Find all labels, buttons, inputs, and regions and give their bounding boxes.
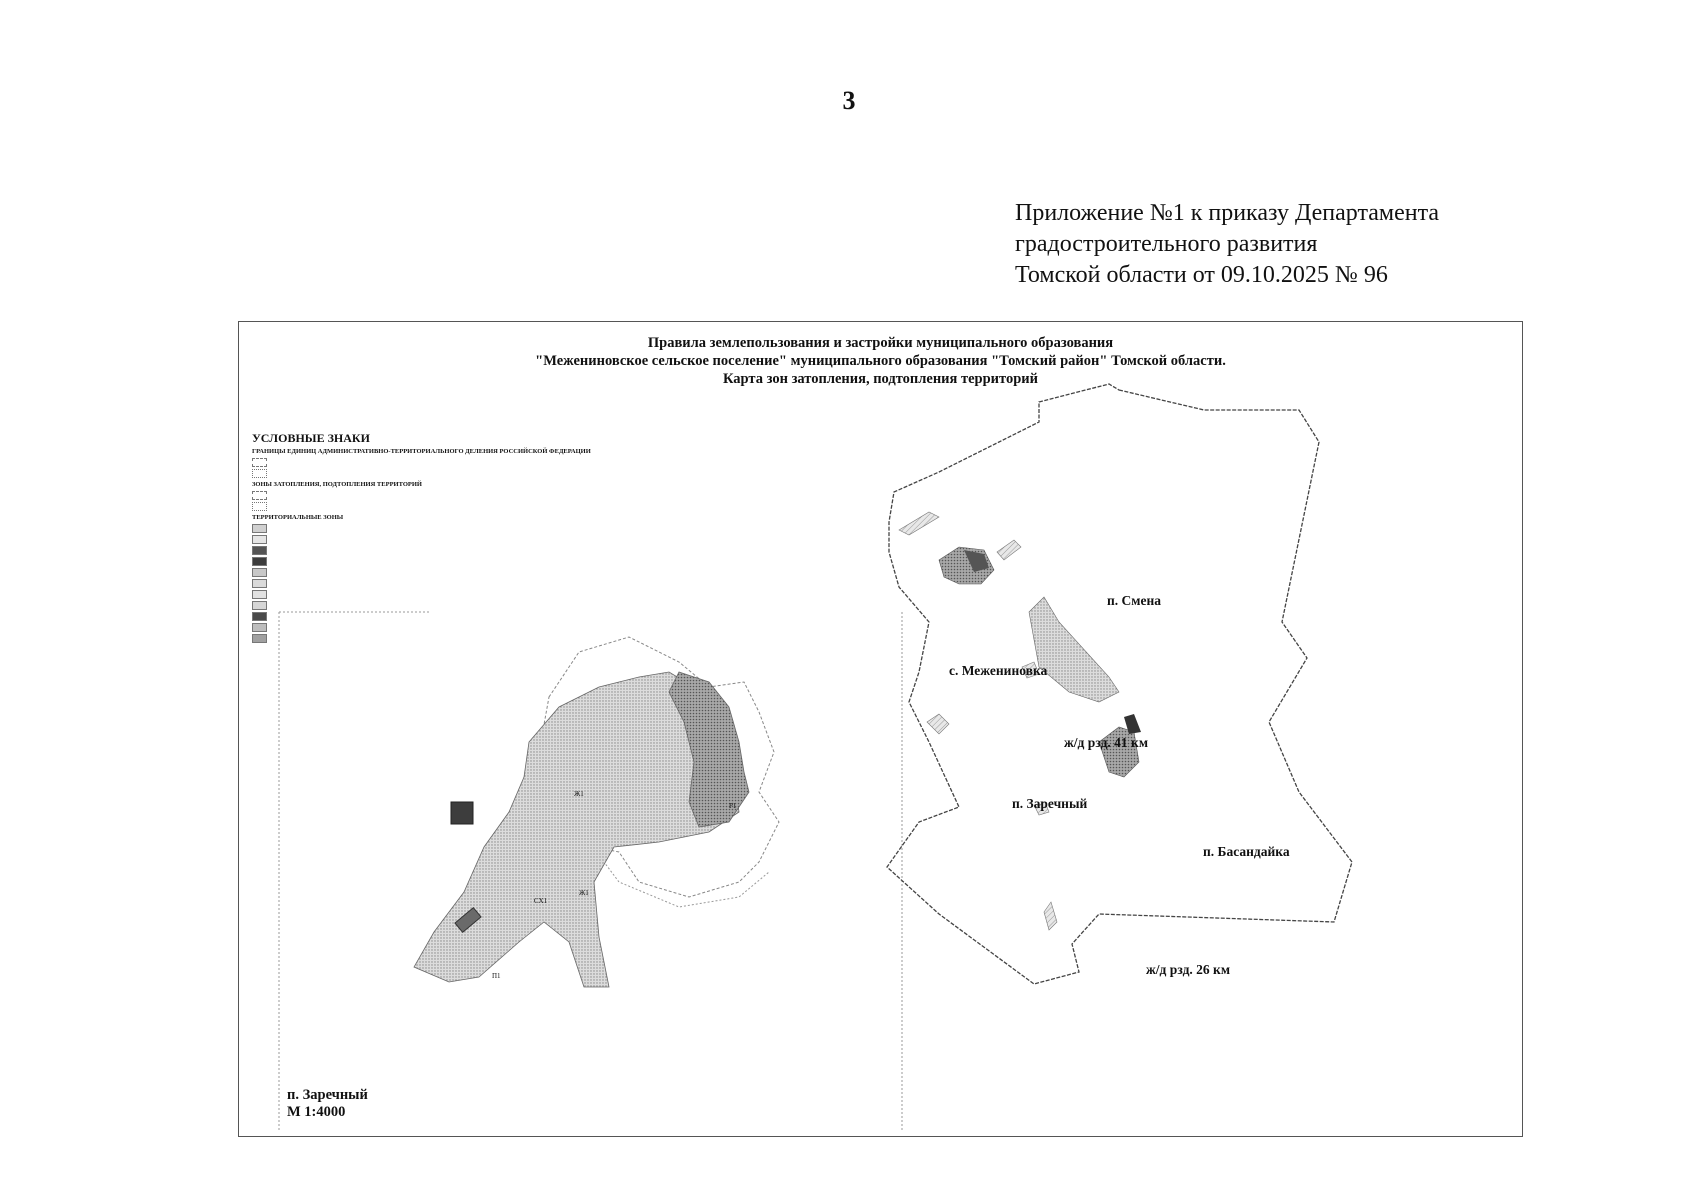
inset-zone-label: Ж1 <box>579 889 589 897</box>
inset-map <box>414 637 779 987</box>
legend-item <box>252 457 732 467</box>
page-number: 3 <box>842 86 856 115</box>
inset-zone-label: Ж1 <box>574 790 584 798</box>
legend-item <box>252 545 732 555</box>
settlement-boundary <box>887 384 1352 984</box>
patch-41km-field <box>1029 597 1119 702</box>
legend-item <box>252 567 732 577</box>
legend-item <box>252 633 732 643</box>
legend-section-flood: ЗОНЫ ЗАТОПЛЕНИЯ, ПОДТОПЛЕНИЯ ТЕРРИТОРИЙ <box>252 481 422 488</box>
patch-zarechny <box>927 714 949 734</box>
inset-place-name: п. Заречный <box>287 1087 368 1103</box>
dark-zone-parcel <box>451 802 473 824</box>
inset-zone-label: Р1 <box>729 802 737 810</box>
appendix-line-1: Приложение №1 к приказу Департамента <box>1015 200 1440 226</box>
legend-section-zones: ТЕРРИТОРИАЛЬНЫЕ ЗОНЫ <box>252 514 344 521</box>
map-title-line-1: Правила землепользования и застройки муниципального образования <box>647 335 1114 351</box>
place-label-basandayka: п. Басандайка <box>1203 844 1290 859</box>
main-map <box>887 384 1352 984</box>
patch-smena-east <box>997 540 1021 560</box>
map-title <box>239 334 1522 388</box>
inset-zone-label: СХ1 <box>534 897 548 905</box>
patch-north-strip <box>899 512 939 535</box>
legend-item <box>252 468 732 478</box>
flood-zone-outline-2 <box>589 842 769 907</box>
legend-item <box>252 600 732 610</box>
legend-item <box>252 534 732 544</box>
legend-heading: УСЛОВНЫЕ ЗНАКИ <box>252 431 370 445</box>
place-label-mezheninovka: с. Межениновка <box>949 663 1048 678</box>
legend-section-borders: ГРАНИЦЫ ЕДИНИЦ АДМИНИСТРАТИВНО-ТЕРРИТОРИАЛЬНОГО ДЕЛЕНИЯ РОССИЙСКОЙ ФЕДЕРАЦИИ <box>252 448 591 455</box>
legend-item <box>252 578 732 588</box>
legend-item <box>252 501 732 511</box>
inset-caption <box>287 1087 368 1121</box>
map-title-line-3: Карта зон затопления, подтопления территорий <box>722 371 1038 387</box>
legend-item <box>252 523 732 533</box>
inset-scale: М 1:4000 <box>287 1104 346 1120</box>
inset-zone-label: П1 <box>492 972 501 980</box>
legend-item <box>252 611 732 621</box>
appendix-line-2: градостроительного развития <box>1015 231 1318 257</box>
legend-item <box>252 622 732 632</box>
legend-item <box>252 490 732 500</box>
patch-26km <box>1044 902 1057 930</box>
appendix-line-3: Томской области от 09.10.2025 № 96 <box>1015 262 1388 288</box>
appendix-header <box>1015 198 1439 291</box>
place-label-smena: п. Смена <box>1107 593 1161 608</box>
place-label-zarechny: п. Заречный <box>1012 796 1088 811</box>
map-title-line-2: "Межениновское сельское поселение" муниципального образования "Томский район" Томской области. <box>535 353 1226 369</box>
legend-item <box>252 589 732 599</box>
place-label-rzd26: ж/д рзд. 26 км <box>1146 962 1231 977</box>
legend-item <box>252 556 732 566</box>
map-legend <box>252 431 732 644</box>
place-label-rzd41: ж/д рзд. 41 км <box>1064 735 1149 750</box>
map-frame <box>238 321 1523 1137</box>
